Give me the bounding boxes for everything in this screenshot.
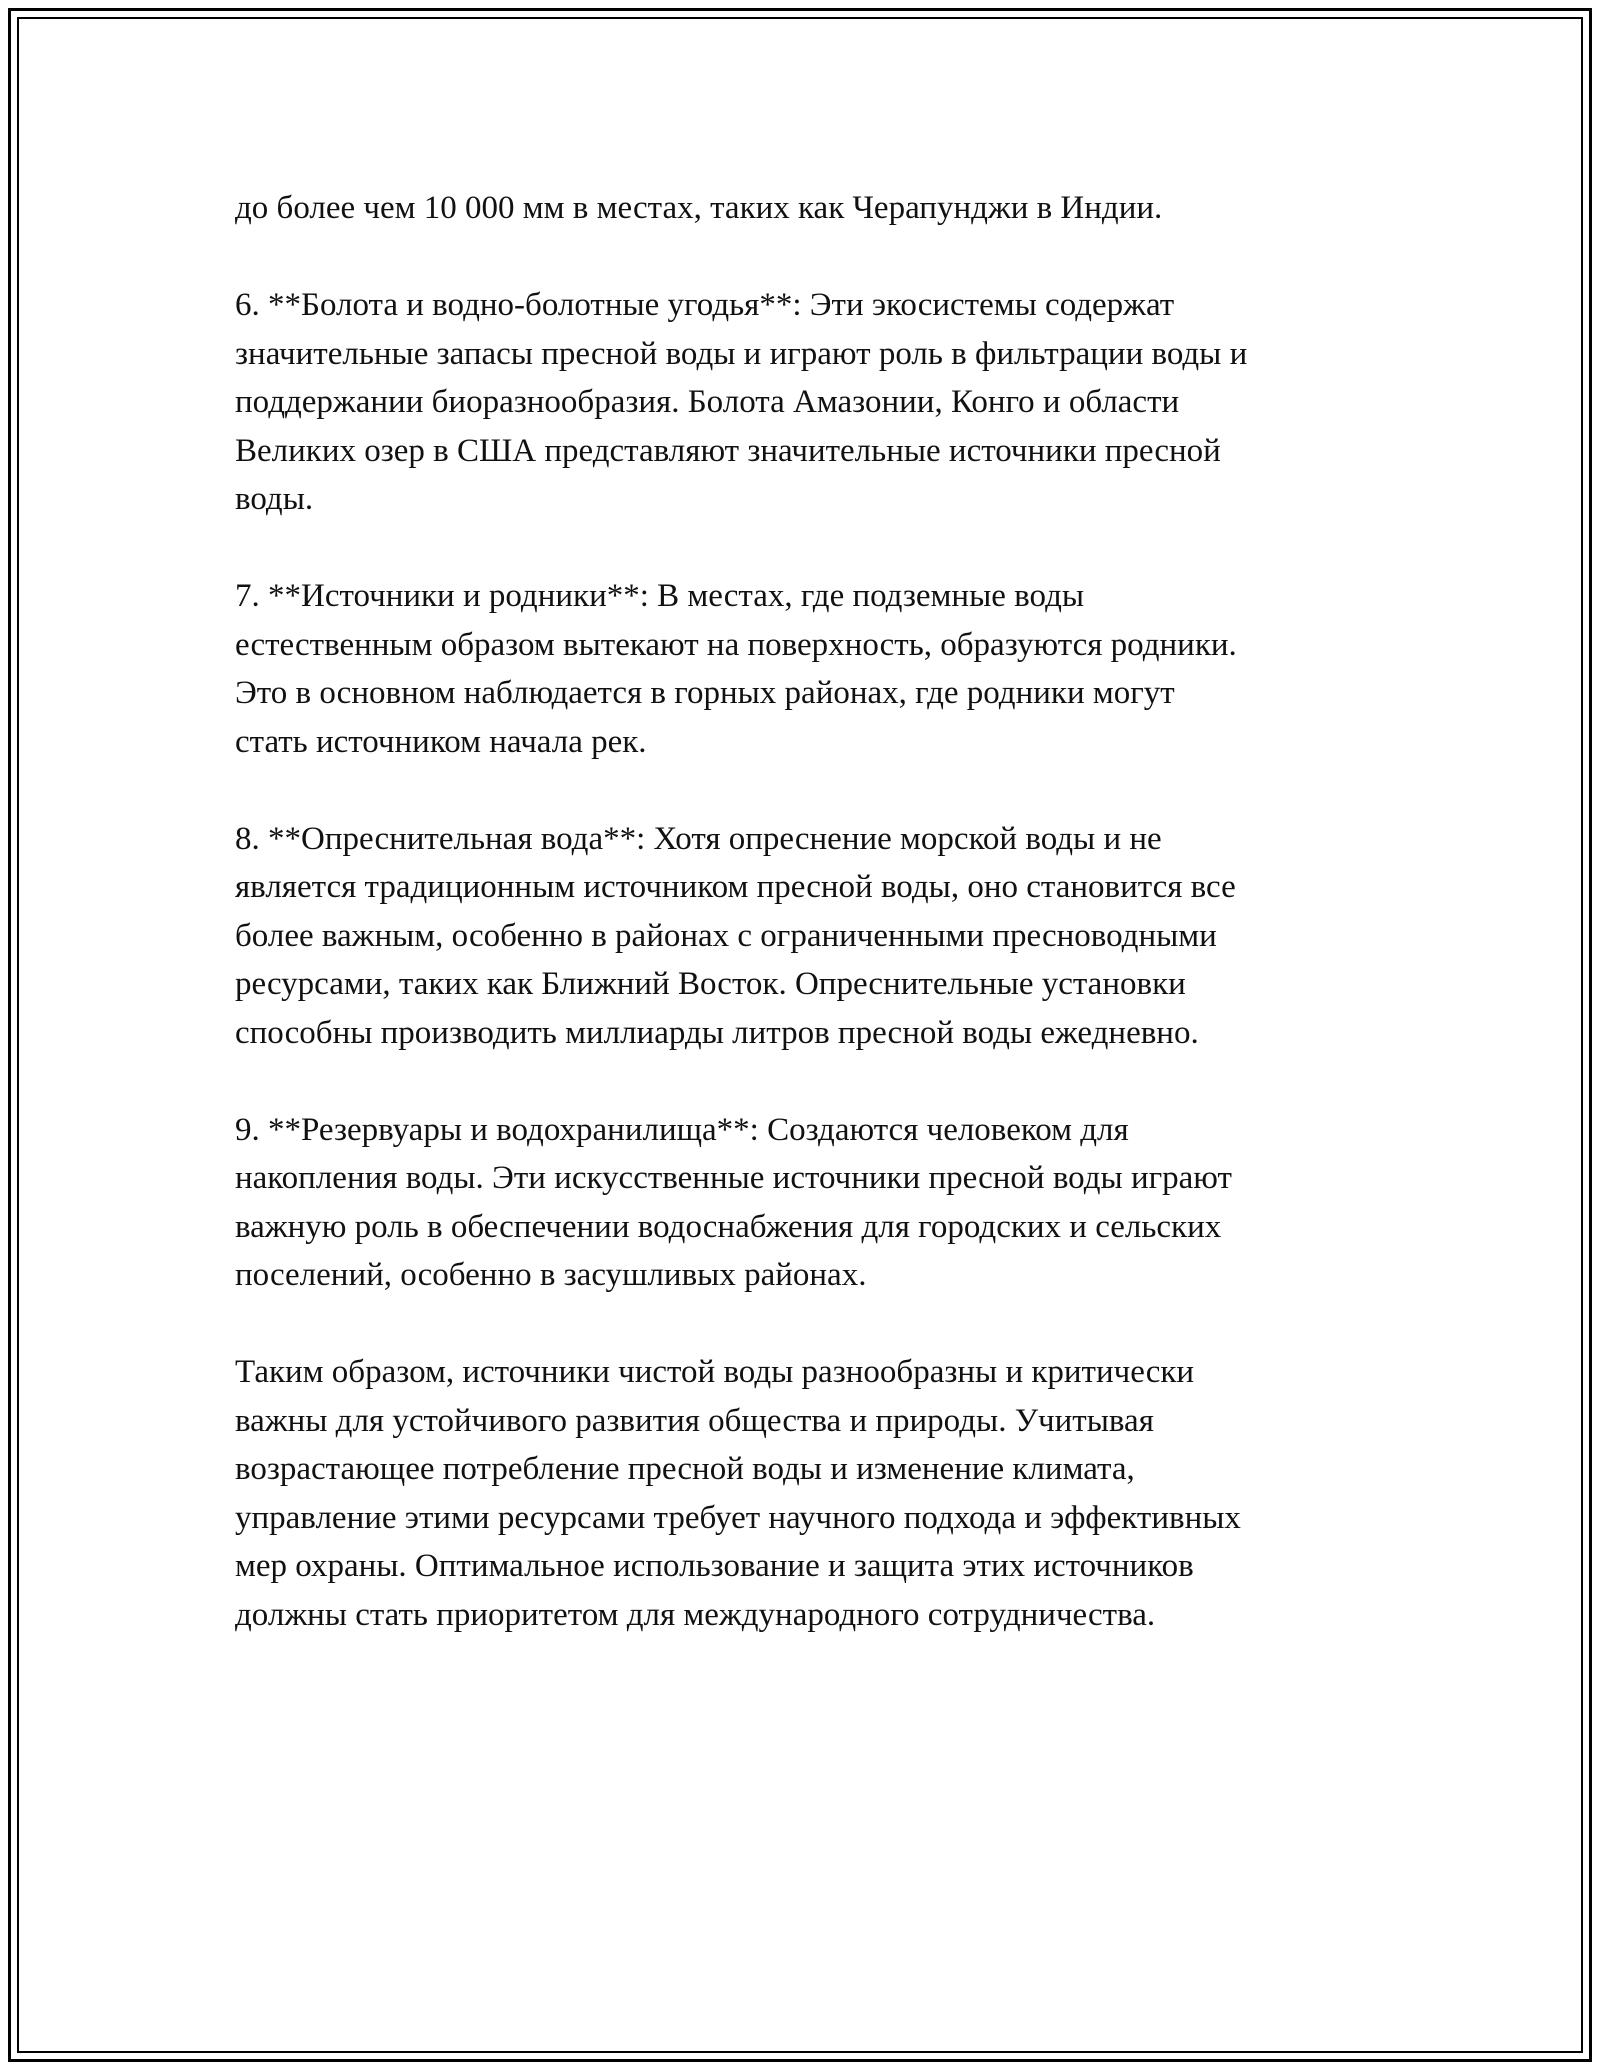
text-line: Таким образом, источники чистой воды разнообразны и критически [235, 1354, 1195, 1390]
text-line: важную роль в обеспечении водоснабжения для городских и сельских [235, 1208, 1222, 1245]
text-line: 6. **Болота и водно-болотные угодья**: Эти экосистемы содержат [235, 287, 1175, 323]
text-line: естественным образом вытекают на поверхность, образуются родники. [235, 626, 1237, 663]
text-line: поселений, особенно в засушливых районах. [235, 1257, 867, 1293]
text-line: воды. [235, 481, 314, 517]
text-line: стать источником начала рек. [235, 723, 647, 760]
text-line: накопления воды. Эти искусственные источники пресной воды играют [235, 1160, 1232, 1196]
text-line: мер охраны. Оптимальное использование и защита этих источников [235, 1548, 1194, 1584]
text-line: значительные запасы пресной воды и играют роль в фильтрации воды и [235, 335, 1248, 372]
text-line: должны стать приоритетом для международного сотрудничества. [235, 1596, 1156, 1633]
paragraph-wetlands [235, 281, 1375, 524]
text-line: до более чем 10 000 мм в местах, таких как Черапунджи в Индии. [235, 190, 1163, 226]
paragraph-reservoirs [235, 1106, 1375, 1300]
text-line: Великих озер в США представляют значительные источники пресной [235, 432, 1221, 469]
text-line: поддержании биоразнообразия. Болота Амазонии, Конго и области [235, 384, 1180, 420]
paragraph-continuation [235, 184, 1375, 233]
text-line: является традиционным источником пресной воды, оно становится все [235, 869, 1236, 905]
text-line: 9. **Резервуары и водохранилища**: Создаются человеком для [235, 1111, 1129, 1148]
text-line: управление этими ресурсами требует научного подхода и эффективных [235, 1499, 1241, 1536]
text-line: Это в основном наблюдается в горных районах, где родники могут [235, 675, 1175, 711]
paragraph-springs [235, 572, 1375, 766]
paragraph-conclusion [235, 1348, 1375, 1639]
text-line: 7. **Источники и родники**: В местах, где подземные воды [235, 578, 1085, 614]
text-line: ресурсами, таких как Ближний Восток. Опреснительные установки [235, 966, 1186, 1002]
paragraph-desalination [235, 815, 1375, 1058]
document-body [235, 184, 1375, 1688]
text-line: 8. **Опреснительная вода**: Хотя опреснение морской воды и не [235, 820, 1162, 857]
text-line: важны для устойчивого развития общества и природы. Учитывая [235, 1402, 1154, 1439]
text-line: более важным, особенно в районах с ограниченными пресноводными [235, 917, 1217, 954]
text-line: возрастающее потребление пресной воды и изменение климата, [235, 1451, 1135, 1487]
text-line: способны производить миллиарды литров пресной воды ежедневно. [235, 1014, 1199, 1051]
